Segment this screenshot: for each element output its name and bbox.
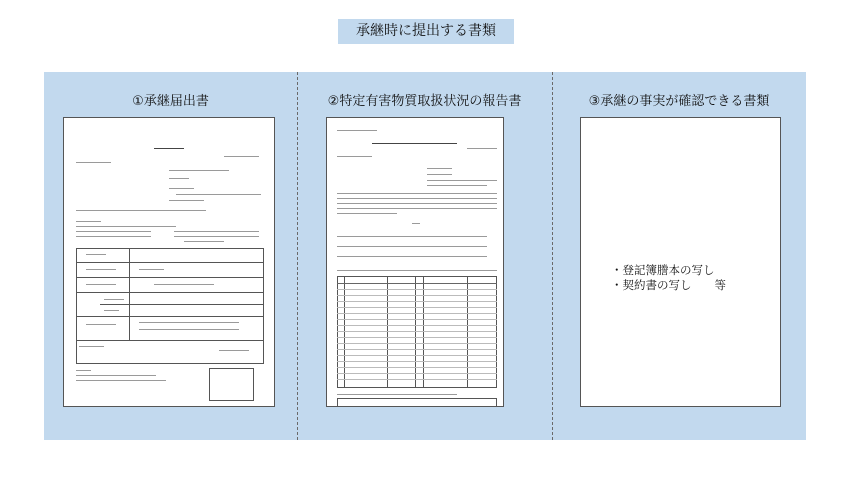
column-heading-1: ①承継届出書	[132, 94, 209, 109]
succession-notification-form-thumbnail	[63, 117, 275, 407]
proof-document-item: ・契約書の写し 等	[611, 278, 726, 292]
column-heading-3: ③承継の事実が確認できる書類	[588, 94, 770, 109]
proof-document-item: ・登記簿謄本の写し	[611, 263, 715, 277]
proof-documents-list	[611, 263, 726, 293]
column-divider-1	[297, 72, 298, 440]
succession-proof-documents-card	[580, 117, 781, 407]
hazardous-substance-report-thumbnail	[326, 117, 504, 407]
column-heading-2: ②特定有害物質取扱状況の報告書	[327, 94, 522, 109]
column-divider-2	[552, 72, 553, 440]
documents-panel	[44, 72, 806, 440]
page-title: 承継時に提出する書類	[338, 19, 514, 44]
